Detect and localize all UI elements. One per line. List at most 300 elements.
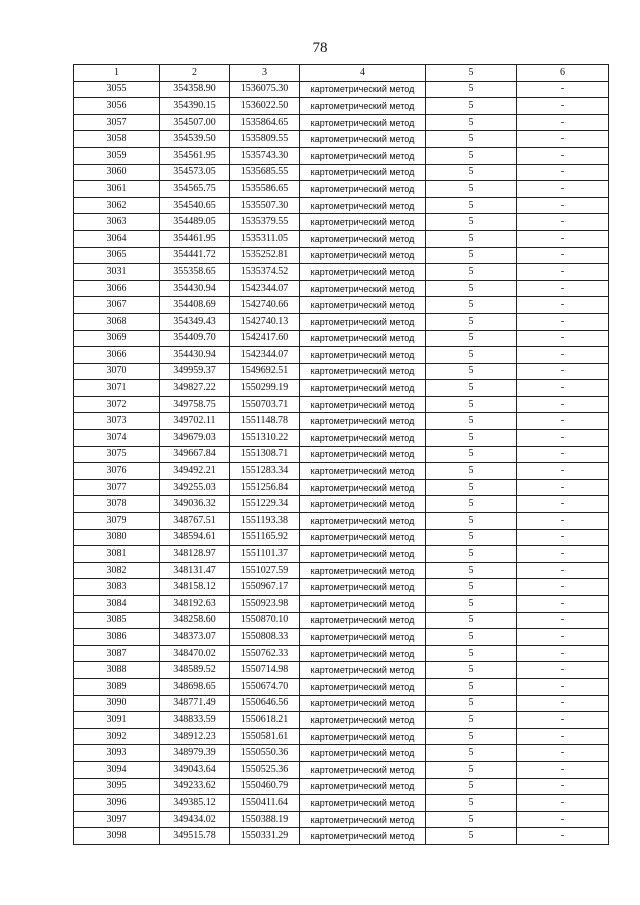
point-number-cell: 3085 (74, 612, 160, 629)
point-number-cell: 3072 (74, 396, 160, 413)
point-number-cell: 3094 (74, 761, 160, 778)
accuracy-cell: 5 (426, 380, 517, 397)
table-row (74, 81, 609, 98)
note-cell: - (517, 728, 609, 745)
x-coordinate-cell: 348128.97 (160, 546, 230, 563)
note-cell: - (517, 662, 609, 679)
point-number-cell: 3060 (74, 164, 160, 181)
accuracy-cell: 5 (426, 562, 517, 579)
note-cell: - (517, 114, 609, 131)
note-cell: - (517, 164, 609, 181)
page-number: 78 (312, 40, 328, 56)
accuracy-cell: 5 (426, 513, 517, 530)
accuracy-cell: 5 (426, 214, 517, 231)
table-row (74, 463, 609, 480)
method-cell: картометрический метод (300, 579, 426, 596)
table-row (74, 98, 609, 115)
table-row (74, 712, 609, 729)
note-cell: - (517, 98, 609, 115)
table-row (74, 596, 609, 613)
accuracy-cell: 5 (426, 147, 517, 164)
note-cell: - (517, 430, 609, 447)
table-row (74, 828, 609, 845)
method-cell: картометрический метод (300, 131, 426, 148)
accuracy-cell: 5 (426, 114, 517, 131)
note-cell: - (517, 396, 609, 413)
point-number-cell: 3064 (74, 230, 160, 247)
point-number-cell: 3057 (74, 114, 160, 131)
point-number-cell: 3097 (74, 811, 160, 828)
table-row (74, 131, 609, 148)
table-row (74, 313, 609, 330)
x-coordinate-cell: 354565.75 (160, 181, 230, 198)
method-cell: картометрический метод (300, 463, 426, 480)
y-coordinate-cell: 1550550.36 (230, 745, 300, 762)
y-coordinate-cell: 1535374.52 (230, 264, 300, 281)
point-number-cell: 3081 (74, 546, 160, 563)
y-coordinate-cell: 1550525.36 (230, 761, 300, 778)
note-cell: - (517, 197, 609, 214)
point-number-cell: 3080 (74, 529, 160, 546)
x-coordinate-cell: 349434.02 (160, 811, 230, 828)
y-coordinate-cell: 1551310.22 (230, 430, 300, 447)
table-row (74, 795, 609, 812)
y-coordinate-cell: 1535507.30 (230, 197, 300, 214)
table-row (74, 147, 609, 164)
method-cell: картометрический метод (300, 363, 426, 380)
method-cell: картометрический метод (300, 181, 426, 198)
method-cell: картометрический метод (300, 330, 426, 347)
accuracy-cell: 5 (426, 761, 517, 778)
y-coordinate-cell: 1536075.30 (230, 81, 300, 98)
point-number-cell: 3088 (74, 662, 160, 679)
x-coordinate-cell: 354349.43 (160, 313, 230, 330)
table-row (74, 197, 609, 214)
x-coordinate-cell: 348698.65 (160, 678, 230, 695)
point-number-cell: 3031 (74, 264, 160, 281)
table-row (74, 330, 609, 347)
note-cell: - (517, 330, 609, 347)
x-coordinate-cell: 348131.47 (160, 562, 230, 579)
column-header: 5 (426, 65, 517, 82)
table-row (74, 280, 609, 297)
x-coordinate-cell: 348158.12 (160, 579, 230, 596)
method-cell: картометрический метод (300, 546, 426, 563)
point-number-cell: 3063 (74, 214, 160, 231)
method-cell: картометрический метод (300, 197, 426, 214)
x-coordinate-cell: 354390.15 (160, 98, 230, 115)
accuracy-cell: 5 (426, 430, 517, 447)
accuracy-cell: 5 (426, 678, 517, 695)
note-cell: - (517, 147, 609, 164)
x-coordinate-cell: 348470.02 (160, 645, 230, 662)
column-header: 2 (160, 65, 230, 82)
point-number-cell: 3093 (74, 745, 160, 762)
y-coordinate-cell: 1535685.55 (230, 164, 300, 181)
y-coordinate-cell: 1542740.13 (230, 313, 300, 330)
point-number-cell: 3083 (74, 579, 160, 596)
accuracy-cell: 5 (426, 313, 517, 330)
method-cell: картометрический метод (300, 230, 426, 247)
table-row (74, 562, 609, 579)
accuracy-cell: 5 (426, 463, 517, 480)
y-coordinate-cell: 1551165.92 (230, 529, 300, 546)
note-cell: - (517, 479, 609, 496)
point-number-cell: 3061 (74, 181, 160, 198)
x-coordinate-cell: 348589.52 (160, 662, 230, 679)
table-row (74, 413, 609, 430)
y-coordinate-cell: 1551308.71 (230, 446, 300, 463)
point-number-cell: 3056 (74, 98, 160, 115)
x-coordinate-cell: 354489.05 (160, 214, 230, 231)
method-cell: картометрический метод (300, 596, 426, 613)
accuracy-cell: 5 (426, 413, 517, 430)
y-coordinate-cell: 1551193.38 (230, 513, 300, 530)
y-coordinate-cell: 1550870.10 (230, 612, 300, 629)
note-cell: - (517, 131, 609, 148)
accuracy-cell: 5 (426, 396, 517, 413)
method-cell: картометрический метод (300, 529, 426, 546)
column-header: 6 (517, 65, 609, 82)
point-number-cell: 3078 (74, 496, 160, 513)
point-number-cell: 3066 (74, 280, 160, 297)
table-row (74, 778, 609, 795)
method-cell: картометрический метод (300, 795, 426, 812)
table-row (74, 264, 609, 281)
x-coordinate-cell: 349036.32 (160, 496, 230, 513)
method-cell: картометрический метод (300, 297, 426, 314)
method-cell: картометрический метод (300, 778, 426, 795)
table-row (74, 114, 609, 131)
table-row (74, 629, 609, 646)
method-cell: картометрический метод (300, 214, 426, 231)
y-coordinate-cell: 1550388.19 (230, 811, 300, 828)
y-coordinate-cell: 1550581.61 (230, 728, 300, 745)
accuracy-cell: 5 (426, 811, 517, 828)
y-coordinate-cell: 1535311.05 (230, 230, 300, 247)
method-cell: картометрический метод (300, 430, 426, 447)
note-cell: - (517, 596, 609, 613)
note-cell: - (517, 380, 609, 397)
table-row (74, 546, 609, 563)
table-row (74, 645, 609, 662)
point-number-cell: 3076 (74, 463, 160, 480)
point-number-cell: 3096 (74, 795, 160, 812)
x-coordinate-cell: 348258.60 (160, 612, 230, 629)
note-cell: - (517, 546, 609, 563)
y-coordinate-cell: 1551148.78 (230, 413, 300, 430)
note-cell: - (517, 181, 609, 198)
y-coordinate-cell: 1542417.60 (230, 330, 300, 347)
accuracy-cell: 5 (426, 247, 517, 264)
point-number-cell: 3089 (74, 678, 160, 695)
table-row (74, 496, 609, 513)
method-cell: картометрический метод (300, 828, 426, 845)
note-cell: - (517, 413, 609, 430)
table-row (74, 347, 609, 364)
x-coordinate-cell: 354430.94 (160, 347, 230, 364)
x-coordinate-cell: 354561.95 (160, 147, 230, 164)
point-number-cell: 3098 (74, 828, 160, 845)
x-coordinate-cell: 349679.03 (160, 430, 230, 447)
point-number-cell: 3070 (74, 363, 160, 380)
x-coordinate-cell: 354539.50 (160, 131, 230, 148)
accuracy-cell: 5 (426, 181, 517, 198)
note-cell: - (517, 247, 609, 264)
y-coordinate-cell: 1550646.56 (230, 695, 300, 712)
point-number-cell: 3084 (74, 596, 160, 613)
x-coordinate-cell: 349827.22 (160, 380, 230, 397)
accuracy-cell: 5 (426, 579, 517, 596)
y-coordinate-cell: 1550618.21 (230, 712, 300, 729)
table-header-row (74, 65, 609, 82)
method-cell: картометрический метод (300, 811, 426, 828)
point-number-cell: 3066 (74, 347, 160, 364)
x-coordinate-cell: 349255.03 (160, 479, 230, 496)
method-cell: картометрический метод (300, 264, 426, 281)
method-cell: картометрический метод (300, 114, 426, 131)
y-coordinate-cell: 1549692.51 (230, 363, 300, 380)
y-coordinate-cell: 1542344.07 (230, 347, 300, 364)
point-number-cell: 3092 (74, 728, 160, 745)
point-number-cell: 3068 (74, 313, 160, 330)
table-row (74, 297, 609, 314)
note-cell: - (517, 811, 609, 828)
x-coordinate-cell: 349758.75 (160, 396, 230, 413)
note-cell: - (517, 562, 609, 579)
accuracy-cell: 5 (426, 81, 517, 98)
method-cell: картометрический метод (300, 662, 426, 679)
method-cell: картометрический метод (300, 712, 426, 729)
method-cell: картометрический метод (300, 98, 426, 115)
accuracy-cell: 5 (426, 662, 517, 679)
note-cell: - (517, 712, 609, 729)
y-coordinate-cell: 1551283.34 (230, 463, 300, 480)
table-row (74, 380, 609, 397)
method-cell: картометрический метод (300, 695, 426, 712)
point-number-cell: 3067 (74, 297, 160, 314)
point-number-cell: 3062 (74, 197, 160, 214)
y-coordinate-cell: 1550762.33 (230, 645, 300, 662)
note-cell: - (517, 745, 609, 762)
x-coordinate-cell: 354540.65 (160, 197, 230, 214)
method-cell: картометрический метод (300, 280, 426, 297)
y-coordinate-cell: 1551256.84 (230, 479, 300, 496)
x-coordinate-cell: 348771.49 (160, 695, 230, 712)
method-cell: картометрический метод (300, 562, 426, 579)
note-cell: - (517, 828, 609, 845)
point-number-cell: 3071 (74, 380, 160, 397)
x-coordinate-cell: 348833.59 (160, 712, 230, 729)
accuracy-cell: 5 (426, 197, 517, 214)
x-coordinate-cell: 354461.95 (160, 230, 230, 247)
accuracy-cell: 5 (426, 828, 517, 845)
x-coordinate-cell: 348979.39 (160, 745, 230, 762)
method-cell: картометрический метод (300, 745, 426, 762)
accuracy-cell: 5 (426, 728, 517, 745)
y-coordinate-cell: 1550703.71 (230, 396, 300, 413)
accuracy-cell: 5 (426, 330, 517, 347)
accuracy-cell: 5 (426, 612, 517, 629)
y-coordinate-cell: 1550411.64 (230, 795, 300, 812)
table-row (74, 612, 609, 629)
note-cell: - (517, 297, 609, 314)
method-cell: картометрический метод (300, 313, 426, 330)
point-number-cell: 3091 (74, 712, 160, 729)
note-cell: - (517, 280, 609, 297)
method-cell: картометрический метод (300, 81, 426, 98)
table-row (74, 728, 609, 745)
note-cell: - (517, 363, 609, 380)
note-cell: - (517, 230, 609, 247)
table-row (74, 695, 609, 712)
table-row (74, 164, 609, 181)
method-cell: картометрический метод (300, 396, 426, 413)
point-number-cell: 3075 (74, 446, 160, 463)
x-coordinate-cell: 349667.84 (160, 446, 230, 463)
point-number-cell: 3095 (74, 778, 160, 795)
y-coordinate-cell: 1550923.98 (230, 596, 300, 613)
point-number-cell: 3082 (74, 562, 160, 579)
table-row (74, 430, 609, 447)
accuracy-cell: 5 (426, 164, 517, 181)
x-coordinate-cell: 349043.64 (160, 761, 230, 778)
accuracy-cell: 5 (426, 98, 517, 115)
note-cell: - (517, 264, 609, 281)
note-cell: - (517, 347, 609, 364)
note-cell: - (517, 612, 609, 629)
method-cell: картометрический метод (300, 413, 426, 430)
accuracy-cell: 5 (426, 795, 517, 812)
accuracy-cell: 5 (426, 446, 517, 463)
table-row (74, 513, 609, 530)
point-number-cell: 3058 (74, 131, 160, 148)
y-coordinate-cell: 1550460.79 (230, 778, 300, 795)
y-coordinate-cell: 1535864.65 (230, 114, 300, 131)
accuracy-cell: 5 (426, 529, 517, 546)
point-number-cell: 3069 (74, 330, 160, 347)
point-number-cell: 3087 (74, 645, 160, 662)
x-coordinate-cell: 348373.07 (160, 629, 230, 646)
y-coordinate-cell: 1535252.81 (230, 247, 300, 264)
x-coordinate-cell: 348767.51 (160, 513, 230, 530)
accuracy-cell: 5 (426, 596, 517, 613)
y-coordinate-cell: 1542344.07 (230, 280, 300, 297)
note-cell: - (517, 761, 609, 778)
note-cell: - (517, 579, 609, 596)
accuracy-cell: 5 (426, 496, 517, 513)
accuracy-cell: 5 (426, 347, 517, 364)
column-header: 3 (230, 65, 300, 82)
note-cell: - (517, 678, 609, 695)
y-coordinate-cell: 1535586.65 (230, 181, 300, 198)
x-coordinate-cell: 354441.72 (160, 247, 230, 264)
column-header: 4 (300, 65, 426, 82)
note-cell: - (517, 496, 609, 513)
note-cell: - (517, 446, 609, 463)
y-coordinate-cell: 1550299.19 (230, 380, 300, 397)
x-coordinate-cell: 349959.37 (160, 363, 230, 380)
table-row (74, 181, 609, 198)
method-cell: картометрический метод (300, 496, 426, 513)
method-cell: картометрический метод (300, 446, 426, 463)
table-row (74, 363, 609, 380)
note-cell: - (517, 529, 609, 546)
y-coordinate-cell: 1551027.59 (230, 562, 300, 579)
point-number-cell: 3090 (74, 695, 160, 712)
table-row (74, 446, 609, 463)
y-coordinate-cell: 1550808.33 (230, 629, 300, 646)
table-row (74, 230, 609, 247)
accuracy-cell: 5 (426, 712, 517, 729)
x-coordinate-cell: 348912.23 (160, 728, 230, 745)
x-coordinate-cell: 354408.69 (160, 297, 230, 314)
x-coordinate-cell: 348594.61 (160, 529, 230, 546)
x-coordinate-cell: 354430.94 (160, 280, 230, 297)
note-cell: - (517, 81, 609, 98)
note-cell: - (517, 463, 609, 480)
x-coordinate-cell: 354573.05 (160, 164, 230, 181)
point-number-cell: 3077 (74, 479, 160, 496)
method-cell: картометрический метод (300, 479, 426, 496)
x-coordinate-cell: 354507.00 (160, 114, 230, 131)
accuracy-cell: 5 (426, 264, 517, 281)
table-row (74, 214, 609, 231)
y-coordinate-cell: 1536022.50 (230, 98, 300, 115)
table-row (74, 811, 609, 828)
x-coordinate-cell: 349385.12 (160, 795, 230, 812)
note-cell: - (517, 645, 609, 662)
accuracy-cell: 5 (426, 745, 517, 762)
note-cell: - (517, 795, 609, 812)
y-coordinate-cell: 1550674.70 (230, 678, 300, 695)
method-cell: картометрический метод (300, 147, 426, 164)
table-row (74, 678, 609, 695)
method-cell: картометрический метод (300, 678, 426, 695)
x-coordinate-cell: 349515.78 (160, 828, 230, 845)
x-coordinate-cell: 348192.63 (160, 596, 230, 613)
y-coordinate-cell: 1550331.29 (230, 828, 300, 845)
x-coordinate-cell: 354409.70 (160, 330, 230, 347)
table-row (74, 579, 609, 596)
table-row (74, 745, 609, 762)
y-coordinate-cell: 1551229.34 (230, 496, 300, 513)
accuracy-cell: 5 (426, 546, 517, 563)
accuracy-cell: 5 (426, 645, 517, 662)
point-number-cell: 3073 (74, 413, 160, 430)
y-coordinate-cell: 1535379.55 (230, 214, 300, 231)
accuracy-cell: 5 (426, 778, 517, 795)
method-cell: картометрический метод (300, 645, 426, 662)
x-coordinate-cell: 349233.62 (160, 778, 230, 795)
accuracy-cell: 5 (426, 280, 517, 297)
note-cell: - (517, 513, 609, 530)
coordinates-table (73, 64, 609, 845)
method-cell: картометрический метод (300, 347, 426, 364)
accuracy-cell: 5 (426, 629, 517, 646)
table-row (74, 479, 609, 496)
accuracy-cell: 5 (426, 695, 517, 712)
table-row (74, 761, 609, 778)
table-row (74, 396, 609, 413)
note-cell: - (517, 778, 609, 795)
y-coordinate-cell: 1542740.66 (230, 297, 300, 314)
table-row (74, 662, 609, 679)
y-coordinate-cell: 1535809.55 (230, 131, 300, 148)
note-cell: - (517, 629, 609, 646)
point-number-cell: 3079 (74, 513, 160, 530)
y-coordinate-cell: 1550967.17 (230, 579, 300, 596)
